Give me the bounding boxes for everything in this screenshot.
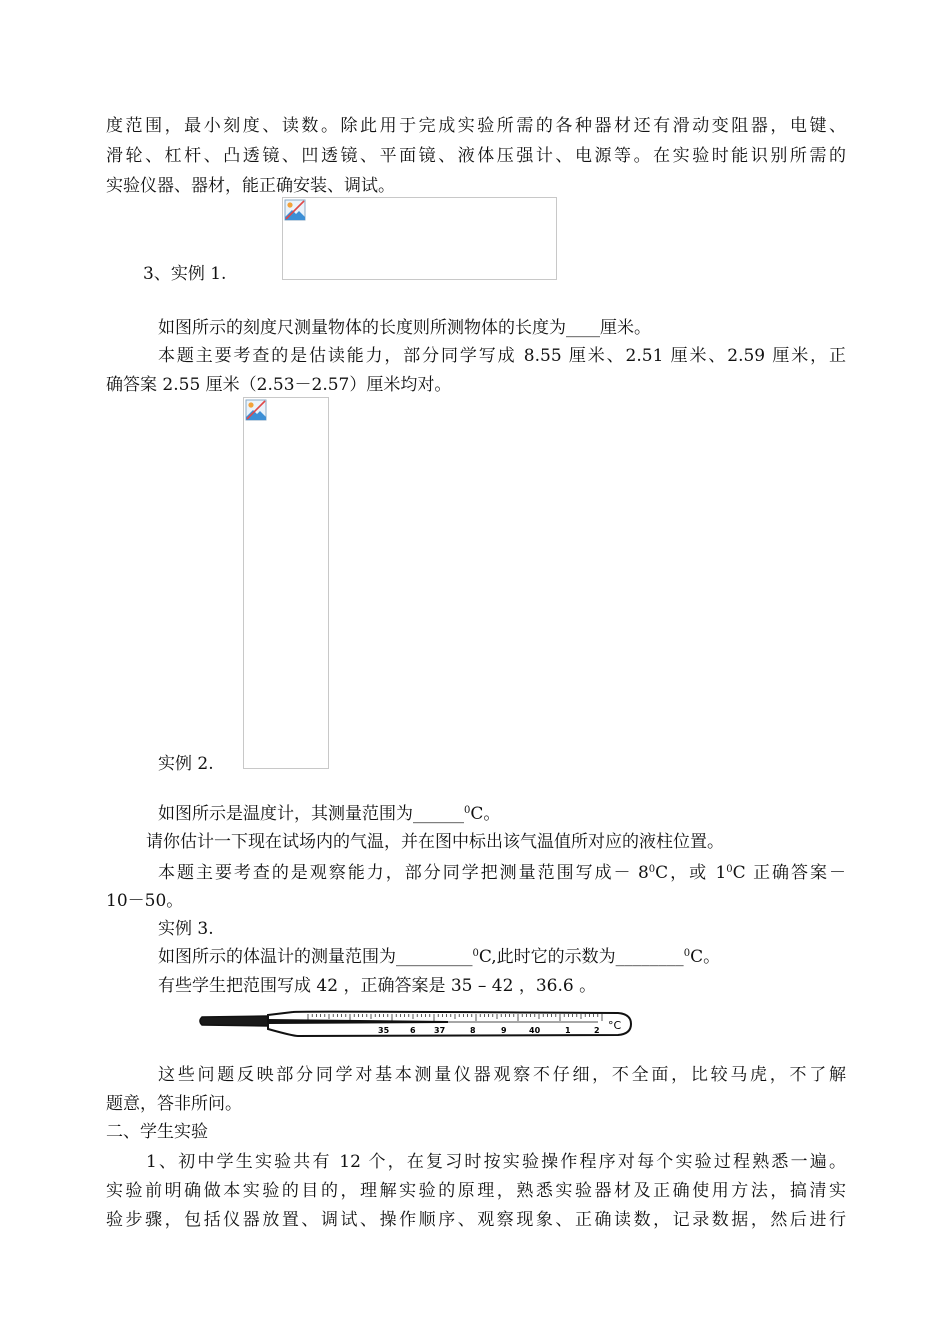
superscript: 0	[683, 948, 691, 959]
scale-label: 9	[501, 1026, 507, 1035]
paragraph-line: 10－50。	[106, 891, 184, 911]
scale-label: 35	[378, 1026, 390, 1035]
paragraph-line	[158, 945, 846, 969]
paragraph-line	[158, 802, 846, 826]
example-label: 3、实例 1.	[143, 264, 227, 284]
text-run: C。	[470, 804, 501, 824]
paragraph-line: 题意，答非所问。	[106, 1094, 242, 1114]
paragraph-line: 如图所示的刻度尺测量物体的长度则所测物体的长度为____厘米。	[158, 318, 651, 338]
scale-label: 2	[594, 1026, 600, 1035]
thermometer-image-placeholder	[243, 397, 329, 769]
text-run: C，或 1	[655, 863, 727, 883]
paragraph-line: 1、初中学生实验共有 12 个，在复习时按实验操作程序对每个实验过程熟悉一遍。	[146, 1152, 846, 1172]
text-run: 如图所示是温度计，其测量范围为______	[158, 804, 464, 824]
superscript: 0	[648, 864, 656, 875]
example-label: 实例 3.	[158, 919, 214, 939]
scale-label: 8	[470, 1026, 476, 1035]
example-label: 实例 2.	[158, 754, 214, 774]
scale-label: 37	[434, 1026, 446, 1035]
unit-label: °C	[608, 1019, 622, 1032]
broken-image-icon	[245, 399, 267, 421]
paragraph-line: 滑轮、杠杆、凸透镜、凹透镜、平面镜、液体压强计、电源等。在实验时能识别所需的	[106, 146, 846, 166]
text-run: C 正确答案－	[732, 863, 846, 883]
paragraph-line	[158, 861, 846, 885]
clinical-thermometer-figure	[198, 1008, 634, 1042]
scale-label: 40	[529, 1026, 541, 1035]
text-run: 如图所示的体温计的测量范围为_________	[158, 947, 473, 967]
paragraph-line: 有些学生把范围写成 42 ，正确答案是 35 – 42 ，36.6 。	[158, 976, 597, 996]
paragraph-line: 实验仪器、器材，能正确安装、调试。	[106, 176, 395, 196]
paragraph-line: 度范围，最小刻度、读数。除此用于完成实验所需的各种器材还有滑动变阻器，电键、	[106, 116, 846, 136]
scale-label: 6	[410, 1026, 416, 1035]
paragraph-line: 本题主要考查的是估读能力，部分同学写成 8.55 厘米、2.51 厘米、2.59 厘米，正	[158, 346, 846, 366]
superscript: 0	[472, 948, 479, 959]
text-run: C。	[690, 947, 721, 967]
scale-label: 1	[565, 1026, 571, 1035]
paragraph-line: 确答案 2.55 厘米（2.53－2.57）厘米均对。	[106, 375, 452, 395]
text-run: C,此时它的示数为________	[478, 947, 684, 967]
paragraph-line: 验步骤，包括仪器放置、调试、操作顺序、观察现象、正确读数，记录数据，然后进行	[106, 1210, 846, 1230]
paragraph-line: 这些问题反映部分同学对基本测量仪器观察不仔细，不全面，比较马虎，不了解	[158, 1065, 846, 1085]
paragraph-line: 请你估计一下现在试场内的气温，并在图中标出该气温值所对应的液柱位置。	[146, 832, 724, 852]
superscript: 0	[726, 864, 733, 875]
section-heading: 二、学生实验	[106, 1122, 208, 1142]
text-run: 本题主要考查的是观察能力，部分同学把测量范围写成－ 8	[158, 863, 649, 883]
broken-image-icon	[284, 199, 306, 221]
superscript: 0	[464, 805, 471, 816]
paragraph-line: 实验前明确做本实验的目的，理解实验的原理，熟悉实验器材及正确使用方法，搞清实	[106, 1181, 846, 1201]
